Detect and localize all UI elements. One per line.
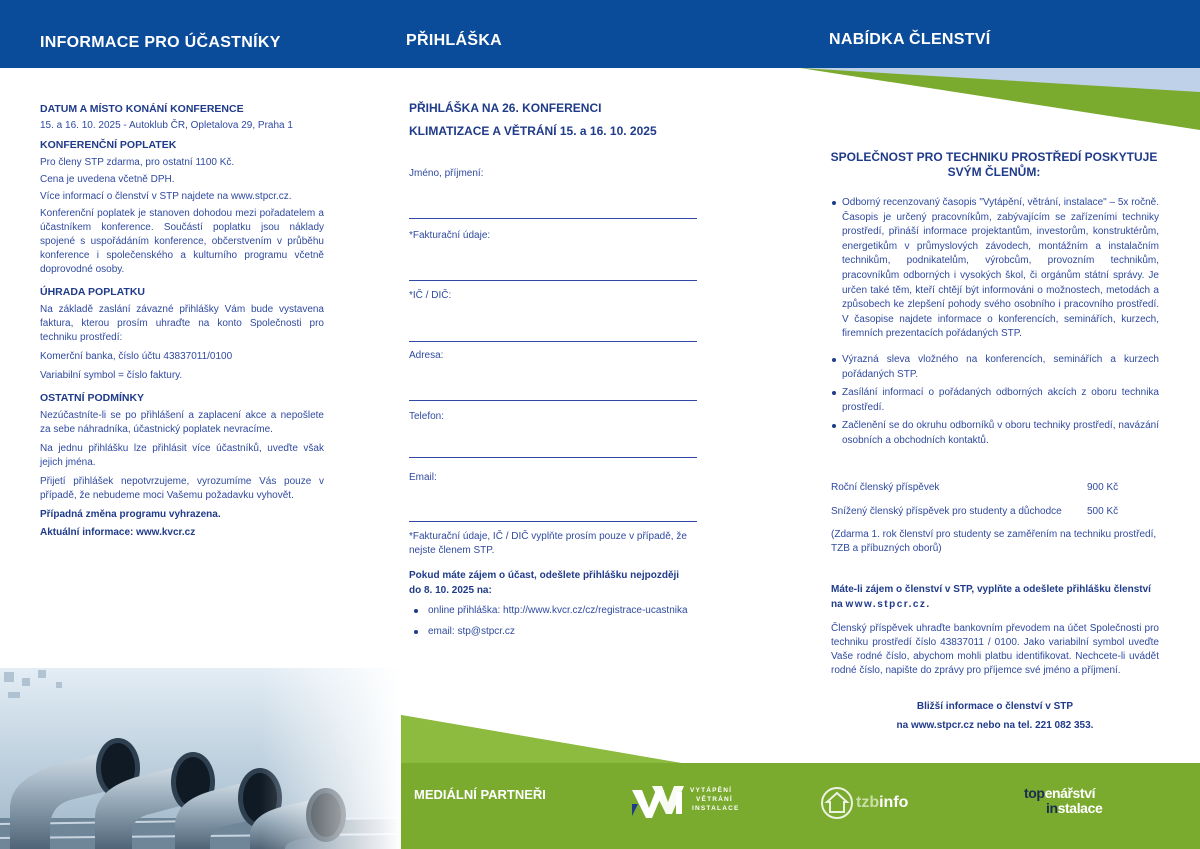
billing-field-line[interactable] xyxy=(409,280,697,281)
ventilation-ducts-photo xyxy=(0,668,401,849)
benefit-item: Začlenění se do okruhu odborníků v oboru techniky prostředí, navázání osobních a obchodních kontaktů. xyxy=(829,419,1159,448)
payment-heading: ÚHRADA POPLATKU xyxy=(40,286,145,298)
membership-interest xyxy=(831,582,1159,612)
send-deadline-line-2: do 8. 10. 2025 na: xyxy=(409,585,492,596)
instalace-text: instalace xyxy=(1046,800,1103,816)
vvi-logo[interactable] xyxy=(630,784,750,820)
billing-footnote: *Fakturační údaje, IČ / DIČ vyplňte prosím pouze v případě, že nejste členem STP. xyxy=(409,531,687,556)
fee-text-1: Pro členy STP zdarma, pro ostatní 1100 Kč. xyxy=(40,157,235,168)
tzb-info-logo[interactable] xyxy=(820,786,930,820)
program-change-note: Případná změna programu vyhrazena. xyxy=(40,509,221,520)
benefit-item: Zasílání informací o pořádaných odborných akcích z oboru technika prostředí. xyxy=(829,386,1159,415)
vvi-logo-text: VYTÁPĚNÍ VĚTRÁNÍ INSTALACE xyxy=(690,787,740,812)
registration-form-header xyxy=(409,97,709,143)
other-text-1: Nezúčastníte-li se po přihlášení a zaplacení akce a nepošlete za sebe náhradníka, účastnický poplatek nevracíme. xyxy=(40,410,324,435)
name-field-line[interactable] xyxy=(409,218,697,219)
more-info-line-2: na www.stpcr.cz nebo na tel. 221 082 353. xyxy=(896,720,1094,731)
tzb-info-text: tzbinfo xyxy=(856,794,909,811)
other-text-3: Přijetí přihlášek nepotvrzujeme, vyrozumíme Vás pouze v případě, že nebudeme moci Vašemu požadavku vyhovět. xyxy=(40,476,324,501)
reduced-fee-label: Snížený členský příspěvek pro studenty a důchodce xyxy=(831,506,1062,517)
fee-text-4: Konferenční poplatek je stanoven dohodou mezi pořadatelem a účastníkem konference. Součástí poplatku jsou náklady spojené s uspořádáním konference, občerstvením v průběhu konference i společenského a kulturního programu včetně doprovodné osoby. xyxy=(40,208,324,275)
payment-text-2: Komerční banka, číslo účtu 43837011/0100 xyxy=(40,351,233,362)
reduced-fee-value: 500 Kč xyxy=(1087,506,1119,517)
benefit-item: Výrazná sleva vložného na konferencích, seminářích a kurzech pořádaných STP. xyxy=(829,353,1159,382)
ico-dic-field-line[interactable] xyxy=(409,341,697,342)
annual-fee-value: 900 Kč xyxy=(1087,482,1119,493)
fee-heading: KONFERENČNÍ POPLATEK xyxy=(40,139,177,151)
form-title-line-1: PŘIHLÁŠKA NA 26. KONFERENCI xyxy=(409,101,602,115)
payment-text-1: Na základě zaslání závazné přihlášky Vám bude vystavena faktura, kterou prosím uhraďte na konto Společnosti pro techniku prostředí: xyxy=(40,304,324,343)
other-heading: OSTATNÍ PODMÍNKY xyxy=(40,392,145,404)
email-field-line[interactable] xyxy=(409,521,697,522)
topenarstvi-instalace-logo[interactable] xyxy=(1024,786,1134,822)
other-text-2: Na jednu přihlášku lze přihlásit více účastníků, uveďte však jejich jména. xyxy=(40,443,324,468)
vvi-logo-icon xyxy=(630,784,688,820)
benefit-item: Odborný recenzovaný časopis "Vytápění, větrání, instalace" – 5x ročně. Časopis je určený pracovníkům, zabývajícím se zařízeními techniky prostředí, přináší informace projektantům, investorům, konstruktérům, energetikům v průmyslových závodech, montážním a instalačním technikům, podnikatelům, výrobcům, provozním technikům, pracovníkům odborných i vysokých škol, či orgánům státní správy. Je určen také těm, kteří chtějí být informováni o možnostech, metodách a způsobech ke zlepšení pohody svého osobního i pracovního prostředí. V časopise najdete informace o konferencích, seminářích, kurzech, firemních prezentacích pořádaných STP. xyxy=(829,196,1159,342)
payment-text-3: Variabilní symbol = číslo faktury. xyxy=(40,370,183,381)
date-heading: DATUM A MÍSTO KONÁNÍ KONFERENCE xyxy=(40,103,244,115)
fee-text-3: Více informací o členství v STP najdete na www.stpcr.cz. xyxy=(40,191,292,202)
phone-field-label: Telefon: xyxy=(409,411,445,422)
membership-offer xyxy=(829,150,1159,449)
partners-band xyxy=(401,715,1200,849)
online-registration-link[interactable]: online přihláška: http://www.kvcr.cz/cz/registrace-ucastnika xyxy=(409,604,709,618)
fee-text-2: Cena je uvedena včetně DPH. xyxy=(40,174,175,185)
more-info-line-1: Bližší informace o členství v STP xyxy=(916,701,1074,712)
membership-benefits xyxy=(829,196,1159,449)
email-field-label: Email: xyxy=(409,472,437,483)
actual-info-link[interactable]: Aktuální informace: www.kvcr.cz xyxy=(40,527,196,538)
info-section-title: INFORMACE PRO ÚČASTNÍKY xyxy=(40,34,281,51)
interest-text: Máte-li zájem o členství v STP, vyplňte a odešlete přihlášku členství na xyxy=(831,584,1151,610)
date-text: 15. a 16. 10. 2025 - Autoklub ČR, Opletalova 29, Praha 1 xyxy=(40,120,293,131)
form-notes xyxy=(409,530,709,639)
media-partners-title: MEDIÁLNÍ PARTNEŘI xyxy=(414,787,546,802)
interest-web-link[interactable]: www.stpcr.cz. xyxy=(845,599,931,610)
house-icon xyxy=(820,786,854,820)
participant-info xyxy=(40,103,324,538)
form-section-title: PŘIHLÁŠKA xyxy=(406,32,503,49)
annual-fee-label: Roční členský příspěvek xyxy=(831,482,940,493)
address-field-label: Adresa: xyxy=(409,350,444,361)
registration-email-link[interactable]: email: stp@stpcr.cz xyxy=(409,625,709,639)
topenarstvi-text: topenářství xyxy=(1024,785,1096,801)
billing-field-label: *Fakturační údaje: xyxy=(409,230,491,241)
address-field-line[interactable] xyxy=(409,400,697,401)
send-deadline-line-1: Pokud máte zájem o účast, odešlete přihlášku nejpozději xyxy=(409,570,680,581)
form-title-line-2: KLIMATIZACE A VĚTRÁNÍ 15. a 16. 10. 2025 xyxy=(409,124,657,138)
name-field-label: Jméno, příjmení: xyxy=(409,168,484,179)
membership-payment-info: Členský příspěvek uhraďte bankovním převodem na účet Společnosti pro techniku prostředí číslo 43837011 / 0100. Jako variabilní symbol uveďte Vaše rodné číslo, abychom mohli platbu identifikovat. Nechcete-li uvádět rodné číslo, napište do zprávy pro příjemce své jméno a příjmení. xyxy=(831,623,1159,676)
phone-field-line[interactable] xyxy=(409,457,697,458)
free-membership-note: (Zdarma 1. rok členství pro studenty se zaměřením na techniku prostředí, TZB a příbuzných oborů) xyxy=(831,529,1157,554)
membership-section-title: NABÍDKA ČLENSTVÍ xyxy=(829,31,991,48)
membership-title: SPOLEČNOST PRO TECHNIKU PROSTŘEDÍ POSKYTUJE SVÝM ČLENŮM: xyxy=(830,150,1158,179)
ico-dic-field-label: *IČ / DIČ: xyxy=(409,290,452,301)
